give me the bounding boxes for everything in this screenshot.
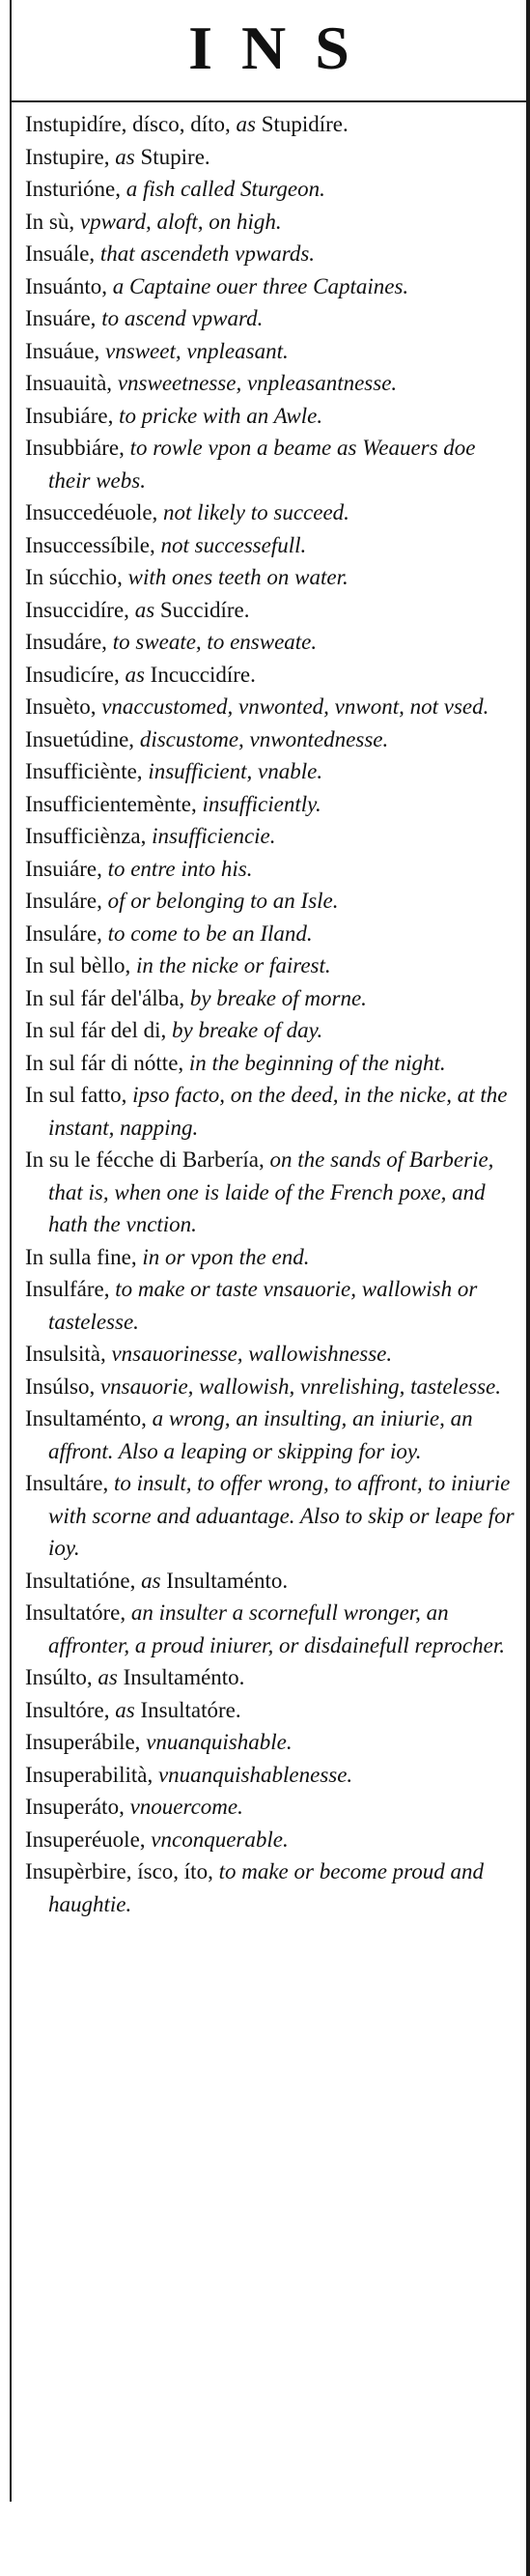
dictionary-entry: [25, 820, 519, 853]
entry-headword: In sù,: [25, 209, 75, 234]
entry-definition: a wrong, an insulting, an iniurie, an affront. Also a leaping or skipping for ioy.: [48, 1406, 473, 1463]
entry-definition: as: [236, 112, 256, 136]
dictionary-entry: [25, 885, 519, 918]
entry-headword: Insupèrbire, ísco, íto,: [25, 1859, 213, 1883]
dictionary-entry: [25, 853, 519, 886]
dictionary-entry: [25, 755, 519, 788]
entry-definition: to come to be an Iland.: [107, 920, 313, 946]
dictionary-entry: [25, 1694, 519, 1727]
entry-headword: Insultatóre,: [25, 1600, 126, 1625]
dictionary-entry: [25, 270, 519, 303]
entry-definition: on the sands of Barberie, that is, when one is laide of the French poxe, and hath the vnction.: [48, 1147, 494, 1236]
entry-headword: Insufficiènza,: [25, 824, 147, 848]
dictionary-entry: [25, 238, 519, 270]
dictionary-entry: [25, 367, 519, 400]
dictionary-entry: [25, 1824, 519, 1856]
entry-headword: Insúlso,: [25, 1373, 96, 1399]
entry-definition: in the nicke or fairest.: [136, 953, 331, 977]
dictionary-entry: [25, 1402, 519, 1467]
entry-definition: to sweate, to ensweate.: [112, 630, 318, 654]
entry-definition: to pricke with an Awle.: [119, 403, 323, 428]
entry-headword: In sulla fine,: [25, 1244, 137, 1269]
entry-headword: Insturióne,: [25, 177, 122, 201]
entry-headword: Insuláre,: [25, 889, 102, 913]
entry-headword: Insultáre,: [25, 1471, 109, 1495]
entry-headword: Insubiáre,: [25, 403, 114, 428]
dictionary-entry: [25, 1338, 519, 1371]
entry-definition: vnsauorinesse, wallowishnesse.: [111, 1342, 393, 1366]
entry-headword: Insuperáto,: [25, 1795, 125, 1819]
entry-headword: Insuáre,: [25, 306, 97, 330]
entry-definition: as: [141, 1568, 161, 1593]
entry-definition: vnaccustomed, vnwonted, vnwont, not vsed.: [101, 694, 489, 719]
dictionary-entry: [25, 302, 519, 335]
dictionary-entry: [25, 108, 519, 141]
entry-definition: ipso facto, on the deed, in the nicke, at the instant, napping.: [48, 1083, 508, 1140]
entry-definition: as: [115, 1697, 135, 1722]
dictionary-entry: [25, 723, 519, 756]
page-title: INS: [188, 14, 378, 82]
entry-cross-reference: Insultatóre.: [140, 1697, 241, 1722]
dictionary-entry: [25, 918, 519, 950]
dictionary-entry: [25, 1144, 519, 1241]
entry-headword: Insuccedéuole,: [25, 500, 158, 524]
dictionary-entry: [25, 982, 519, 1015]
entry-headword: Instupidíre, dísco, díto,: [25, 112, 231, 136]
entry-definition: of or belonging to an Isle.: [107, 889, 339, 913]
entry-definition: discustome, vnwontednesse.: [139, 726, 389, 751]
entry-cross-reference: Incuccidíre.: [150, 662, 256, 687]
dictionary-entry: [25, 1597, 519, 1661]
entry-definition: by breake of morne.: [189, 985, 367, 1010]
entry-headword: Insulfáre,: [25, 1277, 110, 1301]
entry-definition: to ascend vpward.: [101, 306, 264, 330]
entry-definition: not likely to succeed.: [163, 500, 349, 524]
dictionary-entry: [25, 1079, 519, 1144]
entry-definition: in or vpon the end.: [142, 1244, 310, 1269]
dictionary-entry: [25, 691, 519, 723]
entry-headword: In súcchio,: [25, 565, 123, 589]
dictionary-entry: [25, 335, 519, 368]
entry-headword: Insuperábile,: [25, 1730, 141, 1754]
entry-headword: Insuperéuole,: [25, 1826, 146, 1852]
page-header: [12, 0, 526, 100]
dictionary-entry: [25, 496, 519, 529]
dictionary-entry: [25, 788, 519, 821]
entry-headword: Instupire,: [25, 144, 110, 169]
entry-definition: a Captaine ouer three Captaines.: [112, 273, 409, 298]
entry-definition: by breake of day.: [172, 1018, 323, 1042]
dictionary-entry: [25, 400, 519, 433]
entry-definition: to make or become proud and haughtie.: [48, 1859, 485, 1916]
dictionary-entry: [25, 1565, 519, 1598]
entry-definition: a fish called Sturgeon.: [126, 177, 325, 201]
dictionary-entry: [25, 1791, 519, 1824]
entry-headword: Insuánto,: [25, 273, 107, 298]
entry-headword: Insufficiènte,: [25, 759, 143, 783]
entry-definition: to entre into his.: [107, 856, 253, 881]
dictionary-entry: [25, 1047, 519, 1080]
dictionary-entry: [25, 1467, 519, 1565]
entry-definition: as: [134, 597, 155, 622]
dictionary-entry: [25, 1014, 519, 1047]
entry-definition: vnuanquishablenesse.: [157, 1762, 353, 1787]
entry-definition: insufficiencie.: [152, 824, 276, 848]
dictionary-entry: [25, 1855, 519, 1920]
entry-cross-reference: Insultaménto.: [123, 1665, 245, 1689]
entry-definition: vpward, aloft, on high.: [79, 209, 282, 234]
entry-list: [25, 108, 519, 1920]
dictionary-entry: [25, 1759, 519, 1792]
entry-definition: insufficiently.: [202, 791, 321, 816]
entry-definition: in the beginning of the night.: [188, 1050, 446, 1075]
entry-headword: In su le fécche di Barbería,: [25, 1147, 265, 1172]
entry-definition: as: [125, 662, 145, 687]
entry-headword: Insultaménto,: [25, 1406, 147, 1430]
right-border-rule: [526, 0, 530, 2576]
entry-cross-reference: Succidíre.: [159, 597, 250, 622]
entry-headword: Insuetúdine,: [25, 726, 135, 751]
entry-headword: Insufficientemènte,: [25, 791, 197, 816]
entry-headword: In sul fatto,: [25, 1083, 127, 1107]
entry-definition: not successefull.: [160, 532, 307, 557]
entry-headword: Insúlto,: [25, 1665, 93, 1689]
dictionary-entry: [25, 1273, 519, 1338]
dictionary-entry: [25, 659, 519, 692]
dictionary-entry: [25, 594, 519, 627]
entry-headword: In sul bèllo,: [25, 953, 131, 977]
entry-definition: with ones teeth on water.: [127, 565, 349, 589]
header-divider: [12, 100, 526, 102]
entry-headword: Insultatióne,: [25, 1568, 136, 1593]
entry-definition: vnouercome.: [129, 1795, 243, 1819]
dictionary-entry: [25, 432, 519, 496]
entry-headword: Insultóre,: [25, 1697, 110, 1722]
entry-definition: vnuanquishable.: [146, 1730, 293, 1754]
entry-definition: that ascendeth vpwards.: [99, 241, 316, 266]
entry-definition: vnsauorie, wallowish, vnrelishing, tastelesse.: [99, 1373, 501, 1399]
entry-definition: vnsweet, vnpleasant.: [105, 338, 289, 363]
entry-headword: Insulsità,: [25, 1342, 106, 1366]
entry-definition: to rowle vpon a beame as Weauers doe their webs.: [48, 436, 476, 493]
entry-headword: In sul fár di nótte,: [25, 1050, 184, 1075]
entry-cross-reference: Stupidíre.: [261, 112, 349, 136]
entry-headword: Insuperabilità,: [25, 1762, 153, 1787]
dictionary-entry: [25, 949, 519, 982]
entry-headword: Insudicíre,: [25, 662, 120, 687]
entry-headword: In sul fár del'álba,: [25, 985, 185, 1010]
entry-headword: Insuále,: [25, 241, 96, 266]
entry-definition: insufficient, vnable.: [148, 759, 323, 783]
dictionary-entry: [25, 173, 519, 206]
entry-definition: vnconquerable.: [151, 1826, 289, 1852]
entry-headword: Insuèto,: [25, 694, 97, 719]
entry-headword: In sul fár del di,: [25, 1018, 167, 1042]
entry-headword: Insudáre,: [25, 630, 107, 654]
dictionary-entry: [25, 1661, 519, 1694]
entry-headword: Insuccessíbile,: [25, 532, 155, 557]
entry-definition: vnsweetnesse, vnpleasantnesse.: [117, 371, 398, 395]
entry-headword: Insubbiáre,: [25, 436, 125, 460]
entry-headword: Insuauità,: [25, 371, 113, 395]
dictionary-entry: [25, 626, 519, 659]
entry-cross-reference: Stupire.: [140, 144, 210, 169]
entry-headword: Insuiáre,: [25, 856, 102, 881]
dictionary-entry: [25, 141, 519, 174]
dictionary-entry: [25, 529, 519, 562]
dictionary-entry: [25, 1726, 519, 1759]
entry-definition: to make or taste vnsauorie, wallowish or tastelesse.: [48, 1277, 478, 1334]
entry-headword: Insuláre,: [25, 920, 102, 946]
entry-definition: to insult, to offer wrong, to affront, to iniurie with scorne and aduantage. Also to skip or leape for ioy.: [48, 1471, 515, 1560]
dictionary-entry: [25, 1371, 519, 1403]
left-border-rule: [10, 0, 12, 2502]
dictionary-entry: [25, 206, 519, 239]
entry-cross-reference: Insultaménto.: [166, 1568, 289, 1593]
entry-definition: an insulter a scornefull wronger, an affronter, a proud iniurer, or disdainefull reprocher.: [48, 1600, 505, 1657]
entry-headword: Insuáue,: [25, 338, 100, 363]
entry-definition: as: [115, 144, 135, 169]
dictionary-entry: [25, 1241, 519, 1274]
entry-definition: as: [98, 1665, 118, 1689]
dictionary-entry: [25, 561, 519, 594]
entry-headword: Insuccidíre,: [25, 597, 129, 622]
